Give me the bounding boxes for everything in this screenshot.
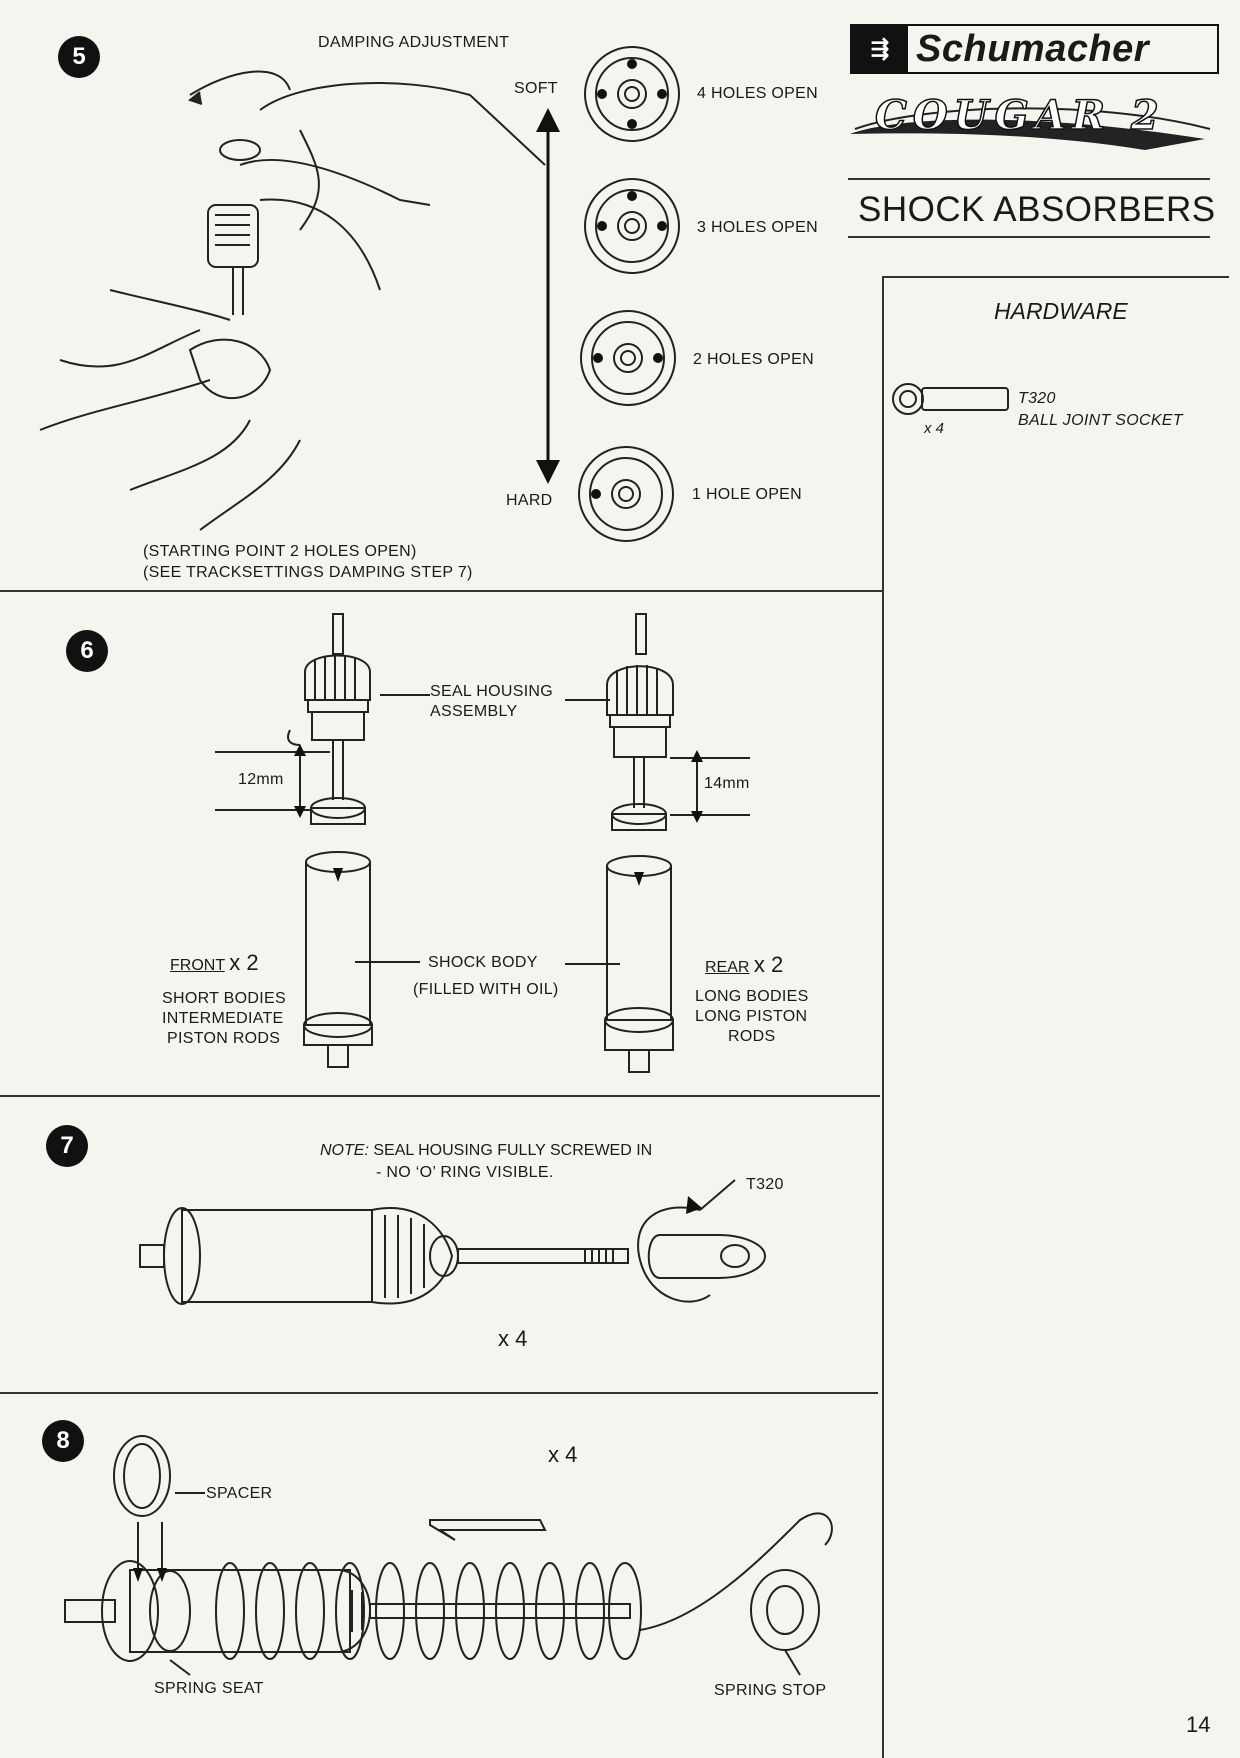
brand-flag-icon: ⇶ <box>852 26 908 72</box>
rear-desc-1: LONG BODIES <box>695 988 809 1005</box>
model-logo <box>845 84 1215 156</box>
hardware-part-name: BALL JOINT SOCKET <box>1018 412 1183 429</box>
filled-with-oil-label: (FILLED WITH OIL) <box>413 981 559 998</box>
step7-note <box>320 1142 652 1160</box>
brand-name: Schumacher <box>916 27 1150 70</box>
rear-desc-3: RODS <box>728 1028 776 1045</box>
damping-adjustment-title: DAMPING ADJUSTMENT <box>318 34 510 51</box>
step8-qty: x 4 <box>548 1442 578 1467</box>
tracksettings-note: (SEE TRACKSETTINGS DAMPING STEP 7) <box>143 564 473 581</box>
setting-2-holes: 2 HOLES OPEN <box>693 351 814 368</box>
setting-4-holes: 4 HOLES OPEN <box>697 85 818 102</box>
spring-stop-label: SPRING STOP <box>714 1682 827 1699</box>
model-logo-text: COUGAR 2 <box>875 92 1165 139</box>
front-gap-label: 12mm <box>238 771 284 788</box>
title-rule-top <box>848 178 1210 180</box>
hardware-panel <box>882 276 1229 1758</box>
page-number: 14 <box>1186 1712 1211 1737</box>
spacer-label: SPACER <box>206 1485 273 1502</box>
soft-label: SOFT <box>514 80 558 97</box>
step-6-number: 6 <box>66 630 108 672</box>
brand-logo <box>850 24 1219 74</box>
shock-body-label: SHOCK BODY <box>428 954 538 971</box>
seal-housing-label: SEAL HOUSING <box>430 683 554 700</box>
front-qty: x 2 <box>229 950 259 975</box>
hardware-title: HARDWARE <box>994 298 1128 324</box>
rear-gap-label: 14mm <box>704 775 750 792</box>
setting-3-holes: 3 HOLES OPEN <box>697 219 818 236</box>
note-line1: SEAL HOUSING FULLY SCREWED IN <box>373 1142 653 1159</box>
step-5-number: 5 <box>58 36 100 78</box>
front-qty-label <box>170 950 259 976</box>
step7-qty: x 4 <box>498 1326 528 1351</box>
front-label: FRONT <box>170 957 225 974</box>
hardware-part-code: T320 <box>1018 390 1056 407</box>
hardware-qty: x 4 <box>924 420 945 437</box>
spring-seat-label: SPRING SEAT <box>154 1680 264 1697</box>
divider-step5-6 <box>0 590 882 592</box>
step-8-number: 8 <box>42 1420 84 1462</box>
rear-desc-2: LONG PISTON <box>695 1008 808 1025</box>
rear-qty: x 2 <box>753 952 784 977</box>
starting-point-note: (STARTING POINT 2 HOLES OPEN) <box>143 543 417 560</box>
step-7-number: 7 <box>46 1125 88 1167</box>
front-desc-1: SHORT BODIES <box>162 990 286 1007</box>
front-desc-3: PISTON RODS <box>167 1030 281 1047</box>
front-desc-2: INTERMEDIATE <box>162 1010 284 1027</box>
note-line2: - NO ‘O’ RING VISIBLE. <box>376 1164 554 1181</box>
note-prefix: NOTE: <box>320 1142 369 1159</box>
title-rule-bottom <box>848 236 1210 238</box>
rear-label: REAR <box>705 959 750 976</box>
hard-label: HARD <box>506 492 553 509</box>
step7-part-code: T320 <box>746 1176 784 1193</box>
seal-housing-label-line2: ASSEMBLY <box>430 703 518 720</box>
section-title: SHOCK ABSORBERS <box>858 190 1216 229</box>
rear-qty-label <box>705 952 783 978</box>
setting-1-hole: 1 HOLE OPEN <box>692 486 803 503</box>
divider-step6-7 <box>0 1095 880 1097</box>
divider-step7-8 <box>0 1392 878 1394</box>
